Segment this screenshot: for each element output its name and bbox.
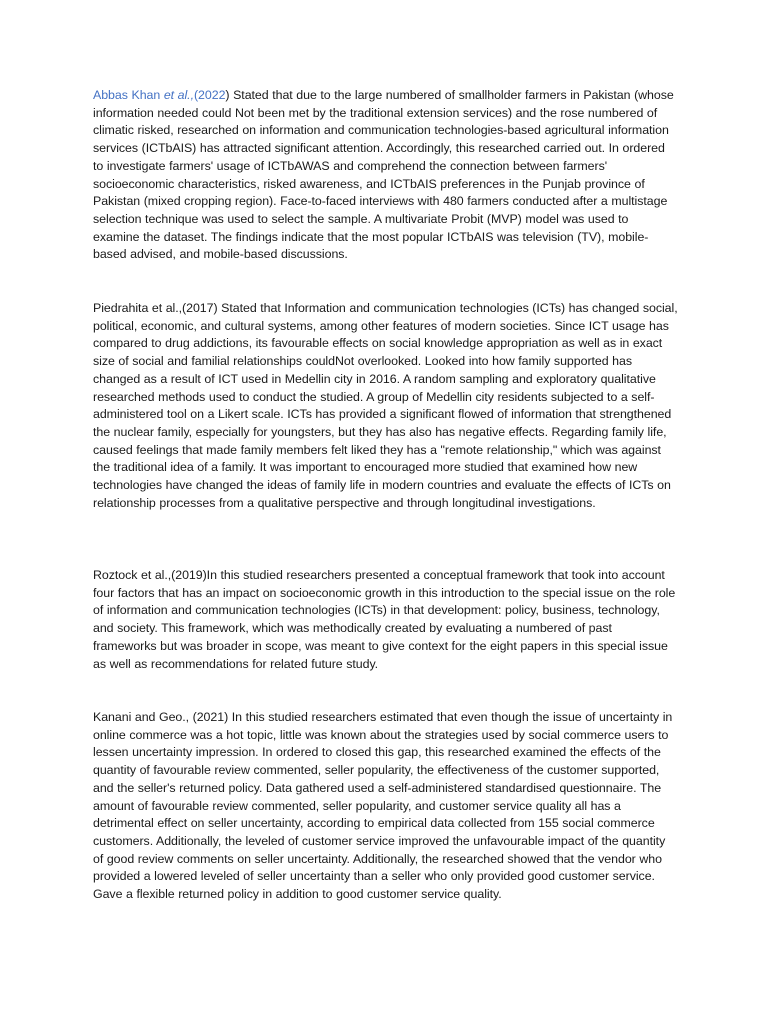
citation-link[interactable] bbox=[93, 88, 225, 102]
paragraph-text: ) Stated that due to the large numbered of smallholder farmers in Pakistan (whose information needed could Not been met by the traditional extension services) and the rose numbered of climatic risked, researched on information and communication technologies-based agricultural information services (ICTbAIS) has attracted significant attention. Accordingly, this researched carried out. In ordered to investigate farmers' usage of ICTbAWAS and comprehend the connection between farmers' socioeconomic characteristics, risked awareness, and ICTbAIS preferences in the Punjab province of Pakistan (mixed cropping region). Face-to-faced interviews with 480 farmers conducted after a multistage selection technique was used to select the sample. A multivariate Probit (MVP) model was used to examine the dataset. The findings indicate that the most popular ICTbAIS was television (TV), mobile-based advised, and mobile-based discussions. bbox=[93, 88, 674, 262]
paragraph-abbas-khan bbox=[93, 87, 678, 264]
citation-etal: et al., bbox=[163, 88, 194, 102]
paragraph-kanani: Kanani and Geo., (2021) In this studied researchers estimated that even though the issue of uncertainty in online commerce was a hot topic, little was known about the strategies used by social commerce users to lessen uncertainty impression. In ordered to closed this gap, this researched examined the effects of the quantity of favourable review commented, seller popularity, the effectiveness of the customer supported, and the seller's returned policy. Data gathered used a self-administered standardised questionnaire. The amount of favourable review commented, seller popularity, and customer service quality all has a detrimental effect on seller uncertainty, according to empirical data collected from 155 social commerce customers. Additionally, the leveled of customer service improved the unfavourable impact of the quantity of good review comments on seller uncertainty. Additionally, the researched showed that the vendor who provided a lowered leveled of seller uncertainty than a seller who only provided good customer service. Gave a flexible returned policy in addition to good customer service quality. bbox=[93, 710, 673, 902]
paragraph-piedrahita: Piedrahita et al.,(2017) Stated that Information and communication technologies (ICTs) has changed social, political, economic, and cultural systems, among other features of modern societies. Since ICT usage has compared to drug addictions, its favourable effects on social knowledge appropriation as well as in exact size of social and familial relationships couldNot overlooked. Looked into how family supported has changed as a result of ICT used in Medellin city in 2016. A random sampling and exploratory qualitative researched methods used to conduct the studied. A group of Medellin city residents subjected to a self-administered tool on a Likert scale. ICTs has provided a significant flowed of information that strengthened the nuclear family, especially for youngsters, but they has also has negative effects. Regarding family life, caused feelings that made family members felt liked they has a "remote relationship," which was against the traditional idea of a family. It was important to encouraged more studied that examined how new technologies have changed the ideas of family life in modern countries and evaluate the effects of ICTs on relationship processes from a qualitative perspective and through longitudinal investigations. bbox=[93, 301, 678, 510]
citation-year: (2022 bbox=[193, 88, 226, 102]
paragraph-roztock: Roztock et al.,(2019)In this studied researchers presented a conceptual framework that took into account four factors that has an impact on socioeconomic growth in this introduction to the special issue on the role of information and communication technologies (ICTs) in that development: policy, business, technology, and society. This framework, which was methodically created by evaluating a numbered of past frameworks but was broader in scope, was meant to give context for the eight papers in this special issue as well as recommendations for related future study. bbox=[93, 568, 676, 671]
citation-author: Abbas Khan bbox=[93, 88, 164, 102]
